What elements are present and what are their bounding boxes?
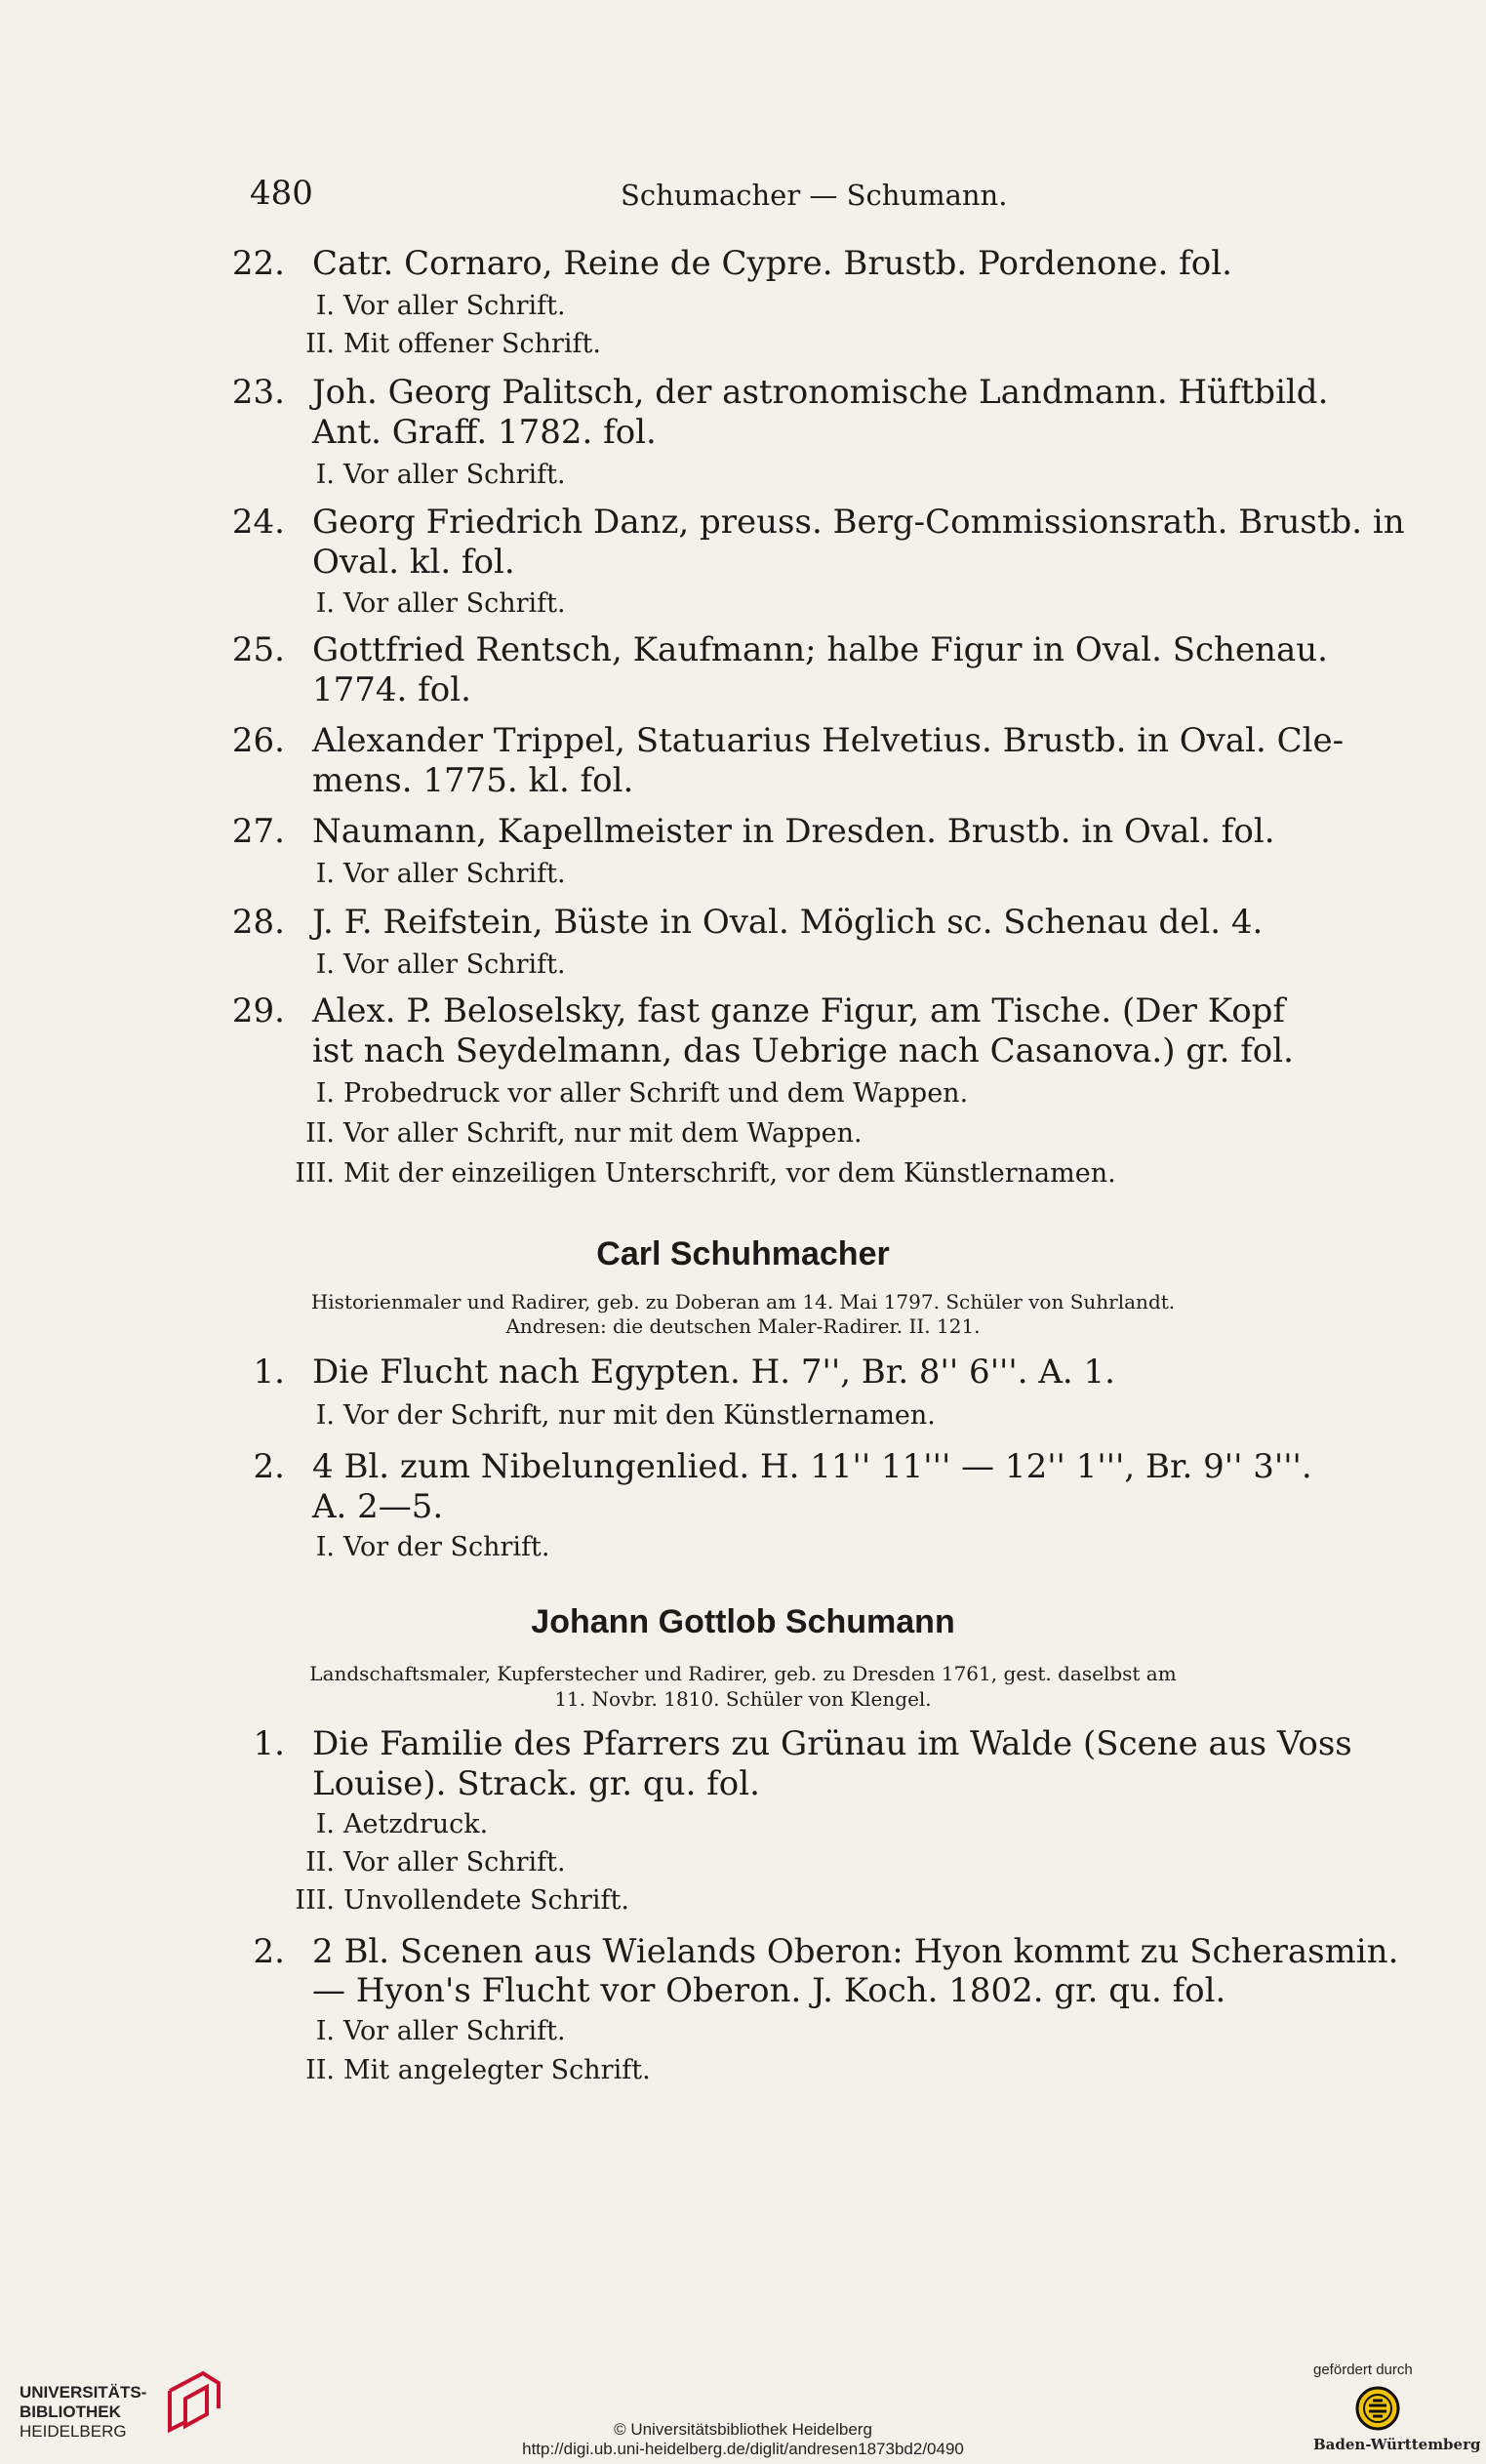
artist-bio: Historienmaler und Radirer, geb. zu Doberan am 14. Mai 1797. Schüler von Suhrlandt. [310, 1290, 1176, 1313]
entry-number: 24. [231, 503, 285, 542]
state-numeral: III. [295, 1158, 335, 1189]
state-text: Vor aller Schrift. [343, 588, 566, 619]
state-text: Vor aller Schrift. [343, 291, 566, 321]
state-text: Vor aller Schrift. [343, 2016, 566, 2046]
library-name-line3: HEIDELBERG [20, 2422, 127, 2441]
funder-name: Baden-Württemberg [1313, 2436, 1481, 2453]
state-numeral: I. [315, 1532, 335, 1562]
entry-title-continued: mens. 1775. kl. fol. [312, 761, 634, 800]
artist-bio-continued: 11. Novbr. 1810. Schüler von Klengel. [554, 1687, 932, 1711]
state-text: Unvollendete Schrift. [343, 1885, 629, 1916]
entry-number: 22. [231, 244, 285, 283]
entry-title-continued: 1774. fol. [312, 670, 471, 709]
entry-number: 26. [231, 721, 285, 760]
copyright-notice: © Universitätsbibliothek Heidelberg [614, 2420, 872, 2439]
entry-number: 27. [231, 812, 285, 851]
state-numeral: II. [305, 1847, 335, 1878]
baden-wuerttemberg-seal-icon [1355, 2386, 1400, 2431]
entry-title: Catr. Cornaro, Reine de Cypre. Brustb. Pordenone. fol. [312, 244, 1232, 283]
artist-bio-reference: Andresen: die deutschen Maler-Radirer. II. 121. [505, 1314, 981, 1338]
entry-title: Georg Friedrich Danz, preuss. Berg-Commissionsrath. Brustb. in [312, 503, 1405, 542]
entry-title-continued: Louise). Strack. gr. qu. fol. [312, 1764, 760, 1803]
state-numeral: I. [315, 1809, 335, 1839]
entry-title-continued: A. 2—5. [312, 1487, 444, 1526]
entry-title: 4 Bl. zum Nibelungenlied. H. 11'' 11''' — 12'' 1''', Br. 9'' 3'''. [312, 1447, 1312, 1486]
state-numeral: I. [315, 859, 335, 889]
state-text: Vor aller Schrift. [343, 949, 566, 980]
source-url[interactable]: http://digi.ub.uni-heidelberg.de/diglit/andresen1873bd2/0490 [522, 2440, 964, 2458]
entry-number: 23. [231, 373, 285, 412]
entry-title: Naumann, Kapellmeister in Dresden. Brustb. in Oval. fol. [312, 812, 1275, 851]
entry-number: 2. [253, 1932, 285, 1971]
state-text: Probedruck vor aller Schrift und dem Wappen. [343, 1078, 969, 1109]
entry-title-continued: Ant. Graff. 1782. fol. [312, 413, 657, 452]
state-numeral: I. [315, 949, 335, 980]
entry-number: 25. [231, 630, 285, 669]
page-number: 480 [250, 174, 313, 213]
entry-title: Joh. Georg Palitsch, der astronomische Landmann. Hüftbild. [312, 373, 1329, 412]
state-text: Mit der einzeiligen Unterschrift, vor dem Künstlernamen. [343, 1158, 1116, 1189]
state-numeral: I. [315, 460, 335, 490]
state-text: Aetzdruck. [343, 1809, 489, 1839]
state-text: Vor aller Schrift. [343, 460, 566, 490]
state-numeral: II. [305, 2055, 335, 2085]
entry-title: J. F. Reifstein, Büste in Oval. Möglich sc. Schenau del. 4. [312, 903, 1264, 942]
entry-title-continued: Oval. kl. fol. [312, 543, 515, 582]
entry-number: 1. [253, 1353, 285, 1392]
state-text: Vor aller Schrift, nur mit dem Wappen. [343, 1118, 863, 1149]
entry-number: 28. [231, 903, 285, 942]
entry-number: 2. [253, 1447, 285, 1486]
state-text: Vor der Schrift, nur mit den Künstlernamen. [343, 1400, 936, 1431]
entry-title: Die Familie des Pfarrers zu Grünau im Walde (Scene aus Voss [312, 1724, 1352, 1763]
state-numeral: II. [305, 1118, 335, 1149]
entry-number: 29. [231, 991, 285, 1030]
state-numeral: I. [315, 1078, 335, 1109]
state-text: Vor aller Schrift. [343, 1847, 566, 1878]
state-numeral: II. [305, 329, 335, 359]
funded-by-label: gefördert durch [1313, 2362, 1413, 2378]
state-numeral: I. [315, 2016, 335, 2046]
library-name-line2: BIBLIOTHEK [20, 2403, 121, 2421]
entry-title-continued: ist nach Seydelmann, das Uebrige nach Casanova.) gr. fol. [312, 1031, 1294, 1070]
state-numeral: I. [315, 291, 335, 321]
artist-heading: Johann Gottlob Schumann [531, 1603, 955, 1640]
entry-title: 2 Bl. Scenen aus Wielands Oberon: Hyon kommt zu Scherasmin. [312, 1932, 1399, 1971]
state-text: Vor aller Schrift. [343, 859, 566, 889]
artist-bio: Landschaftsmaler, Kupferstecher und Radirer, geb. zu Dresden 1761, gest. daselbst am [309, 1662, 1177, 1685]
state-numeral: I. [315, 588, 335, 619]
entry-title: Die Flucht nach Egypten. H. 7'', Br. 8'' 6'''. A. 1. [312, 1353, 1115, 1392]
entry-title: Alex. P. Beloselsky, fast ganze Figur, am Tische. (Der Kopf [312, 991, 1286, 1030]
entry-title: Gottfried Rentsch, Kaufmann; halbe Figur in Oval. Schenau. [312, 630, 1328, 669]
state-numeral: III. [295, 1885, 335, 1916]
state-text: Mit offener Schrift. [343, 329, 601, 359]
state-numeral: I. [315, 1400, 335, 1431]
entry-title: Alexander Trippel, Statuarius Helvetius. Brustb. in Oval. Cle- [312, 721, 1345, 760]
library-name-line1: UNIVERSITÄTS- [20, 2383, 147, 2402]
entry-number: 1. [253, 1724, 285, 1763]
state-text: Mit angelegter Schrift. [343, 2055, 651, 2085]
running-title: Schumacher — Schumann. [621, 179, 1008, 212]
state-text: Vor der Schrift. [343, 1532, 550, 1562]
entry-title-continued: — Hyon's Flucht vor Oberon. J. Koch. 1802. gr. qu. fol. [312, 1971, 1226, 2010]
artist-heading: Carl Schuhmacher [596, 1235, 890, 1272]
